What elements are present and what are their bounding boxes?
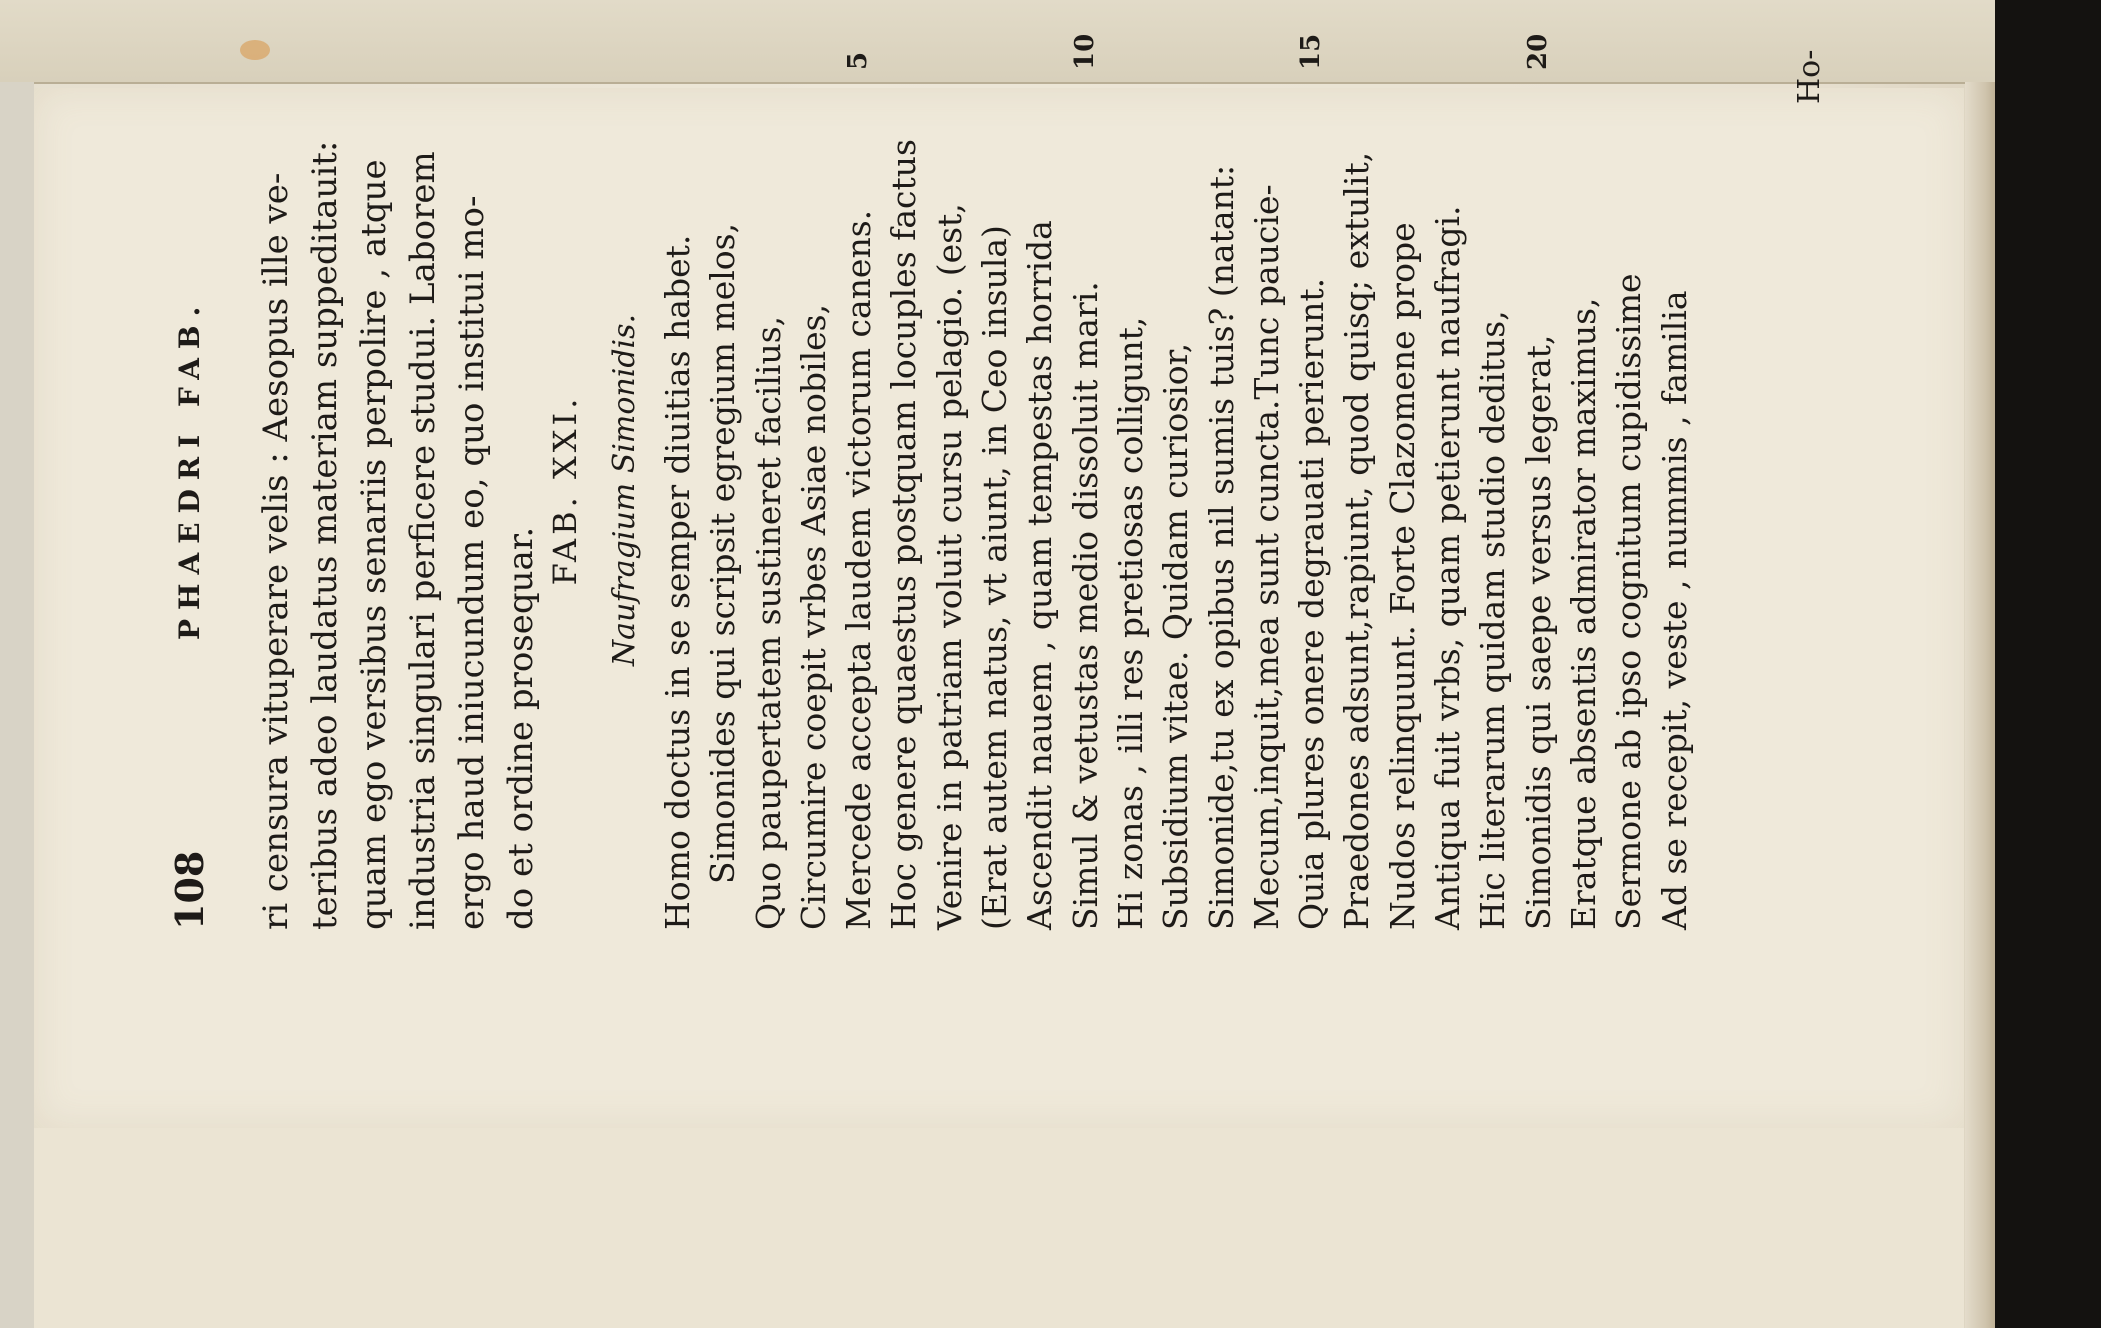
- verse-line: [655, 30, 700, 930]
- prose-line: teribus adeo laudatus materiam suppeditauit:: [305, 140, 345, 930]
- verse-line: [927, 30, 972, 930]
- line-number: 10: [1069, 33, 1100, 70]
- page-header: [160, 50, 220, 930]
- verse-line: [1516, 30, 1561, 930]
- verse-line: [1289, 30, 1334, 930]
- verse-line: [1017, 30, 1062, 930]
- verse-line: [1334, 30, 1379, 930]
- catchword: Ho-: [1792, 49, 1827, 104]
- verse-line: [836, 30, 881, 930]
- verse-text: Sermone ab ipso cognitum cupidissime: [1609, 273, 1649, 930]
- line-number: 20: [1522, 33, 1553, 70]
- verse-text: Antiqua fuit vrbs, quam petierunt naufragi.: [1428, 205, 1468, 930]
- verse-text: Quia plures onere degrauati perierunt.: [1292, 277, 1332, 930]
- verse-text: Simonidis qui saepe versus legerat,: [1518, 334, 1558, 930]
- running-head: PHAEDRI FAB.: [173, 297, 206, 640]
- prose-line: ri censura vituperare velis : Aesopus ille ve-: [256, 172, 296, 930]
- verse-text: Mecum,inquit,mea sunt cuncta.Tunc paucie-: [1246, 184, 1286, 930]
- verse-text: Simul & vetustas medio dissoluit mari.: [1065, 281, 1105, 930]
- verse-text: Quo paupertatem sustineret facilius,: [748, 315, 788, 930]
- verse-text: Venire in patriam voluit cursu pelagio. (est,: [929, 203, 969, 930]
- line-number: 15: [1296, 33, 1327, 70]
- page-fore-edge: [1965, 82, 1999, 1328]
- verse-text: Circumire coepit vrbes Asiae nobiles,: [793, 303, 833, 930]
- fable-title: FAB. XXI.: [546, 394, 584, 586]
- verse-text: Hi zonas , illi res pretiosas colligunt,: [1110, 316, 1150, 930]
- verse-text: Praedones adsunt,rapiunt, quod quisq; extulit,: [1337, 151, 1377, 930]
- prose-line: industria singulari perficere studui. Laborem: [403, 151, 443, 930]
- verse-line: [1199, 30, 1244, 930]
- verse-text: Homo doctus in se semper diuitias habet.: [658, 234, 697, 930]
- verse-text: Subsidium vitae. Quidam curiosior,: [1156, 342, 1196, 930]
- verse-line: [1153, 30, 1198, 930]
- verse-text: (Erat autem natus, vt aiunt, in Ceo insula): [975, 225, 1015, 930]
- prose-line: ergo haud iniucundum eo, quo institui mo-: [452, 195, 492, 930]
- page-bottom-margin: [34, 1128, 1964, 1328]
- verse-text: Ad se recepit, veste , nummis , familia: [1654, 290, 1694, 930]
- verse-line: [1652, 30, 1697, 930]
- verse-line: [700, 30, 745, 930]
- verse-text: Ascendit nauem , quam tempestas horrida: [1020, 220, 1060, 930]
- verse-text: Hic literarum quidam studio deditus,: [1473, 310, 1513, 930]
- verse-line: [972, 30, 1017, 930]
- verse-text: Mercede accepta laudem victorum canens.: [839, 209, 879, 930]
- verse-text: Nudos relinquunt. Forte Clazomene prope: [1382, 222, 1422, 930]
- verse-text: Simonides qui scripsit egregium melos,: [703, 222, 743, 884]
- verse-line: [1470, 30, 1515, 930]
- verse-text: Simonide,tu ex opibus nil sumis tuis? (natant:: [1201, 164, 1241, 930]
- verse-line: [1108, 30, 1153, 930]
- verse-line: [1063, 30, 1108, 930]
- verse-line: [791, 30, 836, 930]
- verse-line: [1380, 30, 1425, 930]
- left-margin: [0, 82, 34, 1328]
- prose-line: quam ego versibus senariis perpolire , atque: [354, 159, 394, 930]
- verse-line: [1606, 30, 1651, 930]
- verse-text: Hoc genere quaestus postquam locuples factus: [884, 139, 924, 930]
- verse-line: [1244, 30, 1289, 930]
- prose-line: do et ordine prosequar.: [501, 526, 541, 930]
- verse-line: [746, 30, 791, 930]
- verse-block: [655, 30, 1697, 930]
- fable-subtitle: Naufragium Simonidis.: [607, 313, 642, 667]
- verse-line: [1425, 30, 1470, 930]
- verse-line: [881, 30, 926, 930]
- page-number: 108: [167, 850, 212, 930]
- line-number: 5: [843, 51, 874, 70]
- dark-background: [1995, 0, 2101, 1328]
- verse-text: Eratque absentis admirator maximus,: [1563, 297, 1603, 930]
- verse-line: [1561, 30, 1606, 930]
- rotated-text-page: [160, 30, 1860, 930]
- prose-block: [252, 50, 546, 930]
